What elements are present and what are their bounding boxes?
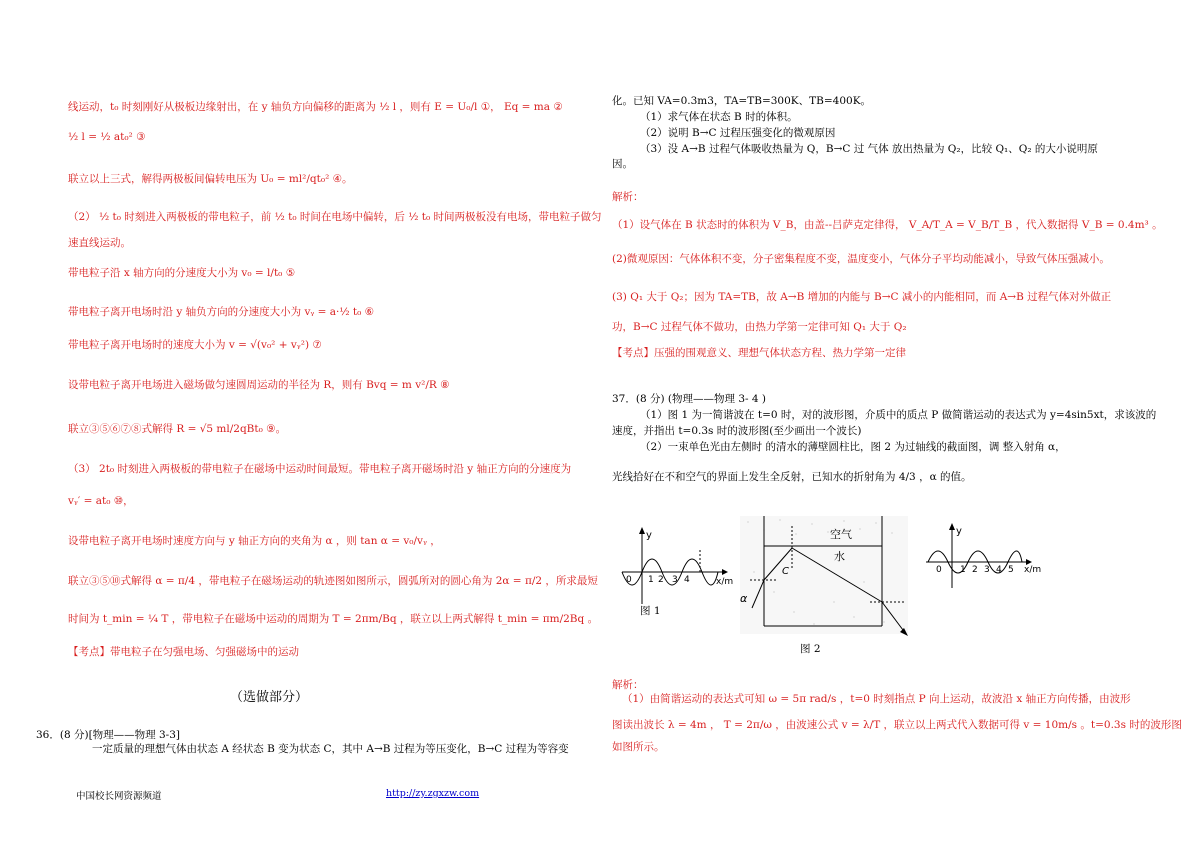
- solution-line-15: 时间为 t_min = ¼ T ，带电粒子在磁场中运动的周期为 T = 2πm/Bq ，联立以上两式解得 t_min = πm/2Bq 。: [68, 613, 599, 625]
- tick-3: 3: [672, 575, 678, 585]
- q37-part-1: （1）图 1 为一简谐波在 t=0 时，对的波形图，介质中的质点 P 做简谐运动的表达式为 y=4sin5xt，求该波的: [640, 409, 1157, 421]
- q36-part-3-cont: 因。: [612, 158, 633, 170]
- footer-link-wrap: [386, 788, 479, 799]
- analysis-line-3: (3) Q₁ 大于 Q₂；因为 TA=TB，故 A→B 增加的内能与 B→C 减小的内能相同，而 A→B 过程气体对外做正: [612, 291, 1112, 303]
- y-axis-label: y: [956, 526, 962, 537]
- alpha-label: α: [740, 592, 748, 605]
- analysis-line-5: （1）由简谐运动的表达式可知 ω = 5π rad/s ，t=0 时刻指点 P 向上运动，故波沿 x 轴正方向传播，由波形: [622, 693, 1131, 705]
- solution-line-9: 设带电粒子离开电场进入磁场做匀速圆周运动的半径为 R，则有 Bvq = m v²/R ⑧: [68, 379, 450, 391]
- tick-1: 1: [648, 575, 654, 585]
- solution-line-5: 速直线运动。: [68, 237, 131, 249]
- footer-link[interactable]: http://zy.zgxzw.com: [386, 788, 480, 799]
- y-axis-arrow: [639, 527, 645, 534]
- q37-part-2: （2）一束单色光由左侧时 的清水的薄壁圆柱比，图 2 为过轴线的截面图，调 整入射角 α，: [640, 441, 1066, 453]
- solution-line-6: 带电粒子沿 x 轴方向的分速度大小为 v₀ = l/t₀ ⑤: [68, 267, 296, 279]
- question-37-title: 37．(8 分) (物理——物理 3- 4 ): [612, 393, 767, 405]
- tick-4: 4: [684, 575, 690, 585]
- analysis-line-4: 功，B→C 过程气体不做功，由热力学第一定律可知 Q₁ 大于 Q₂: [612, 321, 907, 333]
- analysis-line-1: （1）设气体在 B 状态时的体积为 V_B，由盖--吕萨克定律得， V_A/T_A = V_B/T_B ，代入数据得 V_B = 0.4m³ 。: [612, 219, 1163, 231]
- figure-answer-wave-graph: [922, 518, 1042, 590]
- y-axis-label: y: [646, 530, 652, 541]
- q36-part-3: （3）没 A→B 过程气体吸收热量为 Q，B→C 过 气体 放出热量为 Q₂，比较 Q₁、Q₂ 的大小说明原: [640, 143, 1098, 155]
- x-axis-label: x/m: [1024, 565, 1042, 575]
- solution-line-7: 带电粒子离开电场时沿 y 轴负方向的分速度大小为 vᵧ = a·½ t₀ ⑥: [68, 306, 375, 318]
- tick-3: 3: [984, 565, 990, 575]
- q36-part-2: （2）说明 B→C 过程压强变化的微观原因: [640, 127, 836, 139]
- q37-part-2-cont: 光线拾好在不和空气的界面上发生全反射，已知水的折射角为 4/3 ，α 的值。: [612, 471, 972, 483]
- section-heading: （选做部分）: [230, 690, 309, 705]
- solution-line-13: 设带电粒子离开电场时速度方向与 y 轴正方向的夹角为 α ，则 tan α = v₀/vᵧ ，: [68, 535, 441, 547]
- key-point-label-2: 【考点】压强的围观意义、理想气体状态方程、热力学第一定律: [612, 347, 906, 359]
- analysis-line-2: (2)微观原因：气体体积不变，分子密集程度不变，温度变小，气体分子平均动能减小，导致气体压强减小。: [612, 253, 1110, 265]
- analysis-line-6: 图读出波长 λ = 4m ， T = 2π/ω ，由波速公式 v = λ/T ，联立以上两式代入数据可得 v = 10m/s 。t=0.3s 时的波形图: [612, 719, 1182, 731]
- question-36-body: 一定质量的理想气体由状态 A 经状态 B 变为状态 C，其中 A→B 过程为等压变化，B→C 过程为等容变: [92, 743, 569, 755]
- critical-angle-label: C: [782, 566, 789, 577]
- figure-2-caption: 图 2: [800, 643, 821, 655]
- analysis-label-2: 解析：: [612, 679, 644, 691]
- figure-background: [740, 516, 908, 634]
- solution-line-14: 联立③⑤⑩式解得 α = π/4 ，带电粒子在磁场运动的轨迹图如图所示，圆弧所对的圆心角为 2α = π/2 ，所求最短: [68, 575, 598, 587]
- solution-line-10: 联立③⑤⑥⑦⑧式解得 R = √5 ml/2qBt₀ ⑨。: [68, 423, 287, 435]
- q36-given: 化。已知 VA=0.3m3，TA=TB=300K、TB=400K。: [612, 95, 872, 107]
- q37-part-1-cont: 速度，并指出 t=0.3s 时的波形图(至少画出一个波长): [612, 425, 862, 437]
- tick-2: 2: [658, 575, 664, 585]
- air-label: 空气: [830, 528, 852, 541]
- analysis-line-7: 如图所示。: [612, 741, 665, 753]
- key-point-label: 【考点】带电粒子在匀强电场、匀强磁场中的运动: [68, 646, 299, 658]
- figure-1-caption: 图 1: [640, 605, 661, 617]
- analysis-label-1: 解析：: [612, 191, 644, 203]
- tick-5: 5: [1008, 565, 1014, 575]
- origin-label: 0: [936, 565, 942, 575]
- figure-1-wave-graph: [618, 520, 736, 610]
- solution-line-11: （3） 2t₀ 时刻进入两极板的带电粒子在磁场中运动时间最短。带电粒子离开磁场时沿 y 轴正方向的分速度为: [68, 463, 572, 475]
- tick-1: 1: [960, 565, 966, 575]
- solution-line-1: 线运动，t₀ 时刻刚好从极板边缘射出，在 y 轴负方向偏移的距离为 ½ l ，则有 E = U₀/l ①， Eq = ma ②: [68, 101, 563, 113]
- y-axis-arrow: [949, 523, 955, 530]
- q36-part-1: （1）求气体在状态 B 时的体积。: [640, 111, 798, 123]
- figure-2-refraction: [734, 512, 914, 638]
- question-36-title: 36．(8 分)[物理——物理 3-3]: [36, 729, 181, 741]
- x-axis-label: x/m: [716, 577, 734, 587]
- solution-line-2: ½ l = ½ at₀² ③: [68, 131, 146, 143]
- tick-4: 4: [996, 565, 1002, 575]
- origin-label: 0: [626, 575, 632, 585]
- x-axis-arrow: [722, 569, 728, 575]
- solution-line-12: vᵧ′ = at₀ ⑩，: [68, 495, 134, 507]
- solution-line-8: 带电粒子离开电场时的速度大小为 v = √(v₀² + vᵧ²) ⑦: [68, 339, 322, 351]
- solution-line-4: （2） ½ t₀ 时刻进入两极板的带电粒子，前 ½ t₀ 时间在电场中偏转，后 ½ t₀ 时间两极板没有电场，带电粒子做匀: [68, 211, 602, 223]
- water-label: 水: [834, 550, 845, 563]
- tick-2: 2: [972, 565, 978, 575]
- solution-line-3: 联立以上三式，解得两极板间偏转电压为 U₀ = ml²/qt₀² ④。: [68, 173, 353, 185]
- footer-source: 中国校长网资源频道: [76, 791, 162, 802]
